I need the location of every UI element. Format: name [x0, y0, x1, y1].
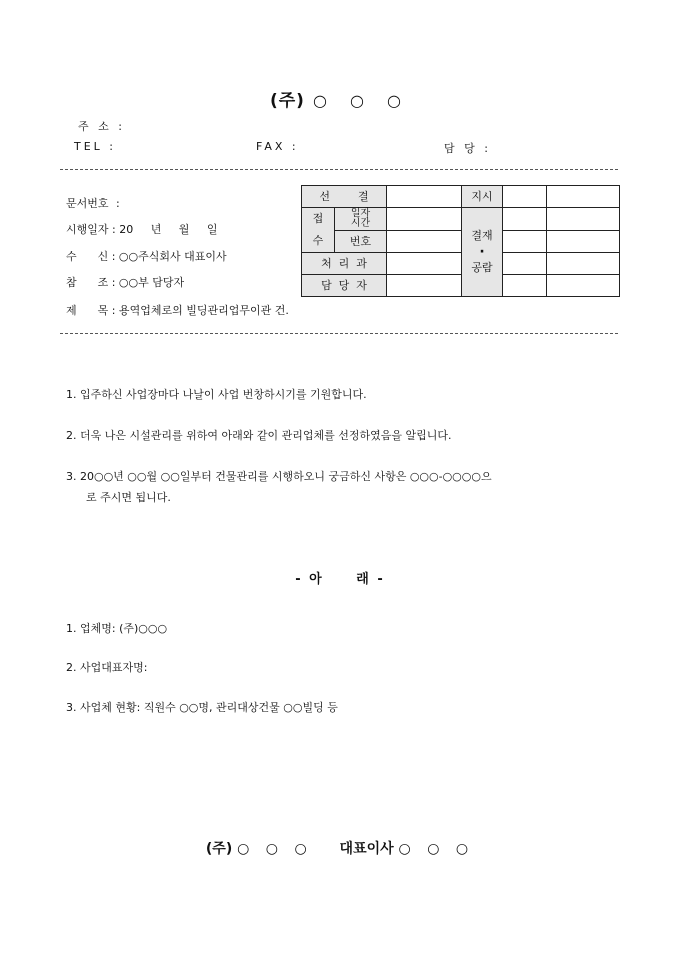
- reference-row: [66, 274, 184, 290]
- doc-number-row: [66, 195, 120, 211]
- company-prefix: (주): [269, 91, 305, 111]
- divider-bottom: [60, 333, 618, 334]
- body-paragraph-3a: 3. 20○○년 ○○월 ○○일부터 건물관리를 시행하오니 궁금하신 사항은 ○○○-○○○○으: [66, 470, 492, 483]
- approval-ilja: 일자: [350, 207, 371, 219]
- approval-seon: 선 결: [302, 186, 387, 208]
- approval-jeop: 접: [312, 212, 324, 225]
- footer-company: (주): [205, 841, 233, 857]
- date-row: [66, 221, 218, 237]
- approval-cell[interactable]: [387, 230, 462, 253]
- approval-damdangja: 담 당 자: [302, 275, 387, 297]
- approval-cell[interactable]: [387, 275, 462, 297]
- approval-cheorigwa: 처 리 과: [302, 253, 387, 275]
- approval-beonho: 번호: [335, 230, 387, 253]
- item-3: 3. 사업체 현황: 직원수 ○○명, 관리대상건물 ○○빌딩 등: [66, 701, 338, 714]
- footer-ceo: 대표이사: [339, 841, 394, 857]
- company-name-placeholder: ○ ○ ○: [312, 91, 411, 110]
- document-title: [0, 86, 680, 111]
- item-1: 1. 업체명: (주)○○○: [66, 622, 168, 635]
- approval-cell[interactable]: [387, 253, 462, 275]
- approval-cell[interactable]: [503, 230, 547, 253]
- approval-cell[interactable]: [503, 253, 547, 275]
- subject-value: : 용역업체로의 빌딩관리업무이관 건.: [111, 304, 289, 317]
- body-paragraph-2: 2. 더욱 나은 시설관리를 위하여 아래와 같이 관리업체를 선정하였음을 알립니다.: [66, 429, 452, 442]
- approval-cell[interactable]: [547, 275, 620, 297]
- manager-label: 담 당 :: [444, 142, 491, 155]
- address-label: 주 소 :: [78, 120, 125, 133]
- approval-cell[interactable]: [547, 208, 620, 231]
- approval-cell[interactable]: [547, 186, 620, 208]
- recipient-value: : ○○주식회사 대표이사: [111, 250, 227, 263]
- subject-key: 제 목: [66, 304, 109, 317]
- body-paragraph-1: 1. 입주하신 사업장마다 나날이 사업 번창하시기를 기원합니다.: [66, 388, 367, 401]
- approval-cell[interactable]: [387, 186, 462, 208]
- approval-jeopsu: [302, 208, 335, 253]
- approval-gyeoljae-gongram: [462, 208, 503, 297]
- approval-cell[interactable]: [547, 253, 620, 275]
- fax-label: FAX :: [256, 140, 299, 153]
- footer-signature: [0, 838, 680, 858]
- recipient-row: [66, 248, 227, 264]
- approval-cell[interactable]: [547, 230, 620, 253]
- approval-cell[interactable]: [387, 208, 462, 231]
- recipient-key: 수 신: [66, 250, 109, 263]
- date-key: 시행일자: [66, 223, 109, 236]
- subject-row: [66, 302, 289, 318]
- approval-gyeoljae: 결재: [471, 229, 493, 242]
- approval-sigan: 시간: [350, 217, 371, 229]
- approval-dot: ·: [479, 244, 485, 260]
- reference-value: : ○○부 담당자: [111, 276, 185, 289]
- body-paragraph-3b: 로 주시면 됩니다.: [86, 491, 171, 504]
- approval-table: [301, 185, 620, 297]
- tel-label: TEL :: [74, 140, 117, 153]
- approval-gongram: 공람: [471, 261, 493, 274]
- item-2: 2. 사업대표자명:: [66, 661, 148, 674]
- approval-ilja-sigan: [335, 208, 387, 231]
- doc-number-key: 문서번호: [66, 197, 109, 210]
- section-title: - 아 래 -: [295, 572, 385, 587]
- divider-top: [60, 169, 618, 170]
- approval-cell[interactable]: [503, 275, 547, 297]
- approval-su: 수: [312, 234, 324, 247]
- footer-ceo-circles: ○ ○ ○: [398, 841, 475, 857]
- approval-cell[interactable]: [503, 186, 547, 208]
- reference-key: 참 조: [66, 276, 109, 289]
- date-value: : 20 년 월 일: [112, 223, 218, 236]
- approval-cell[interactable]: [503, 208, 547, 231]
- footer-company-circles: ○ ○ ○: [237, 841, 313, 857]
- doc-number-value: :: [116, 197, 120, 210]
- approval-jisi: 지시: [462, 186, 503, 208]
